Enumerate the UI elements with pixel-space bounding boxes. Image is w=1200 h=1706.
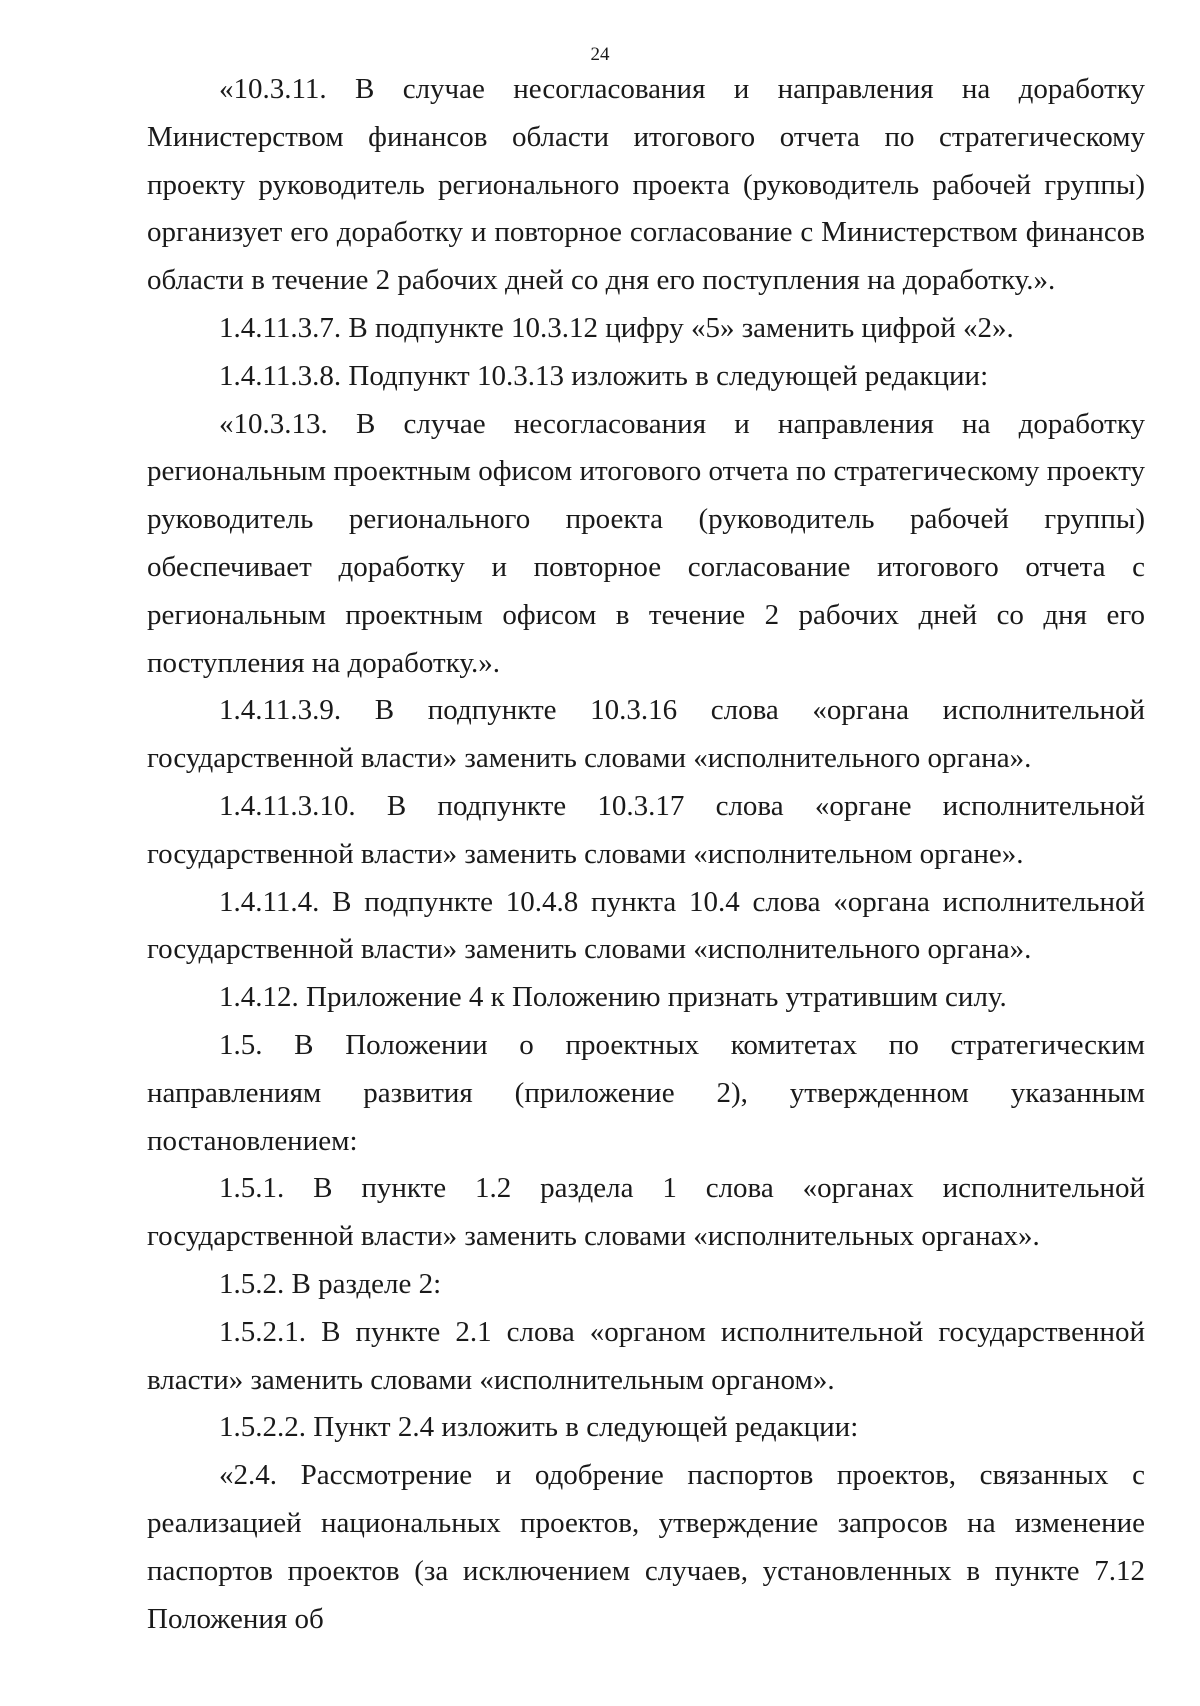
paragraph-10-3-13: «10.3.13. В случае несогласования и направления на доработку региональным проектным офисом итогового отчета по стратегическому проекту руководитель регионального проекта (руководитель рабочей группы) обеспечивает доработку и повторное согласование итогового отчета с региональным проектным офисом в течение 2 рабочих дней со дня его поступления на доработку.». (147, 407, 1145, 679)
paragraph-1-5-2-1: 1.5.2.1. В пункте 2.1 слова «органом исполнительной государственной власти» заменить словами «исполнительным органом». (147, 1315, 1145, 1396)
document-body (147, 66, 1145, 1643)
paragraph-1-5: 1.5. В Положении о проектных комитетах по стратегическим направлениям развития (приложение 2), утвержденном указанным постановлением: (147, 1028, 1145, 1157)
paragraph-1-5-2: 1.5.2. В разделе 2: (219, 1267, 442, 1300)
paragraph-2-4: «2.4. Рассмотрение и одобрение паспортов проектов, связанных с реализацией национальных проектов, утверждение запросов на изменение паспортов проектов (за исключением случаев, установленных в пункте 7.12 Положения об (147, 1459, 1145, 1635)
paragraph-1-4-11-3-7: 1.4.11.3.7. В подпункте 10.3.12 цифру «5» заменить цифрой «2». (219, 311, 1014, 344)
page-number: 24 (590, 44, 610, 65)
paragraph-1-4-12: 1.4.12. Приложение 4 к Положению признать утратившим силу. (219, 981, 1007, 1014)
paragraph-1-4-11-3-10: 1.4.11.3.10. В подпункте 10.3.17 слова «органе исполнительной государственной власти» заменить словами «исполнительном органе». (147, 789, 1145, 870)
paragraph-1-5-2-2: 1.5.2.2. Пункт 2.4 изложить в следующей редакции: (219, 1411, 859, 1444)
paragraph-1-4-11-3-9: 1.4.11.3.9. В подпункте 10.3.16 слова «органа исполнительной государственной власти» заменить словами «исполнительного органа». (147, 694, 1145, 775)
paragraph-10-3-11: «10.3.11. В случае несогласования и направления на доработку Министерством финансов области итогового отчета по стратегическому проекту руководитель регионального проекта (руководитель рабочей группы) организует его доработку и повторное согласование с Министерством финансов области в течение 2 рабочих дней со дня его поступления на доработку.». (147, 73, 1145, 297)
paragraph-1-4-11-4: 1.4.11.4. В подпункте 10.4.8 пункта 10.4 слова «органа исполнительной государственной власти» заменить словами «исполнительного органа». (147, 885, 1145, 966)
paragraph-1-4-11-3-8: 1.4.11.3.8. Подпункт 10.3.13 изложить в следующей редакции: (219, 359, 989, 392)
paragraph-1-5-1: 1.5.1. В пункте 1.2 раздела 1 слова «органах исполнительной государственной власти» заменить словами «исполнительных органах». (147, 1172, 1145, 1253)
